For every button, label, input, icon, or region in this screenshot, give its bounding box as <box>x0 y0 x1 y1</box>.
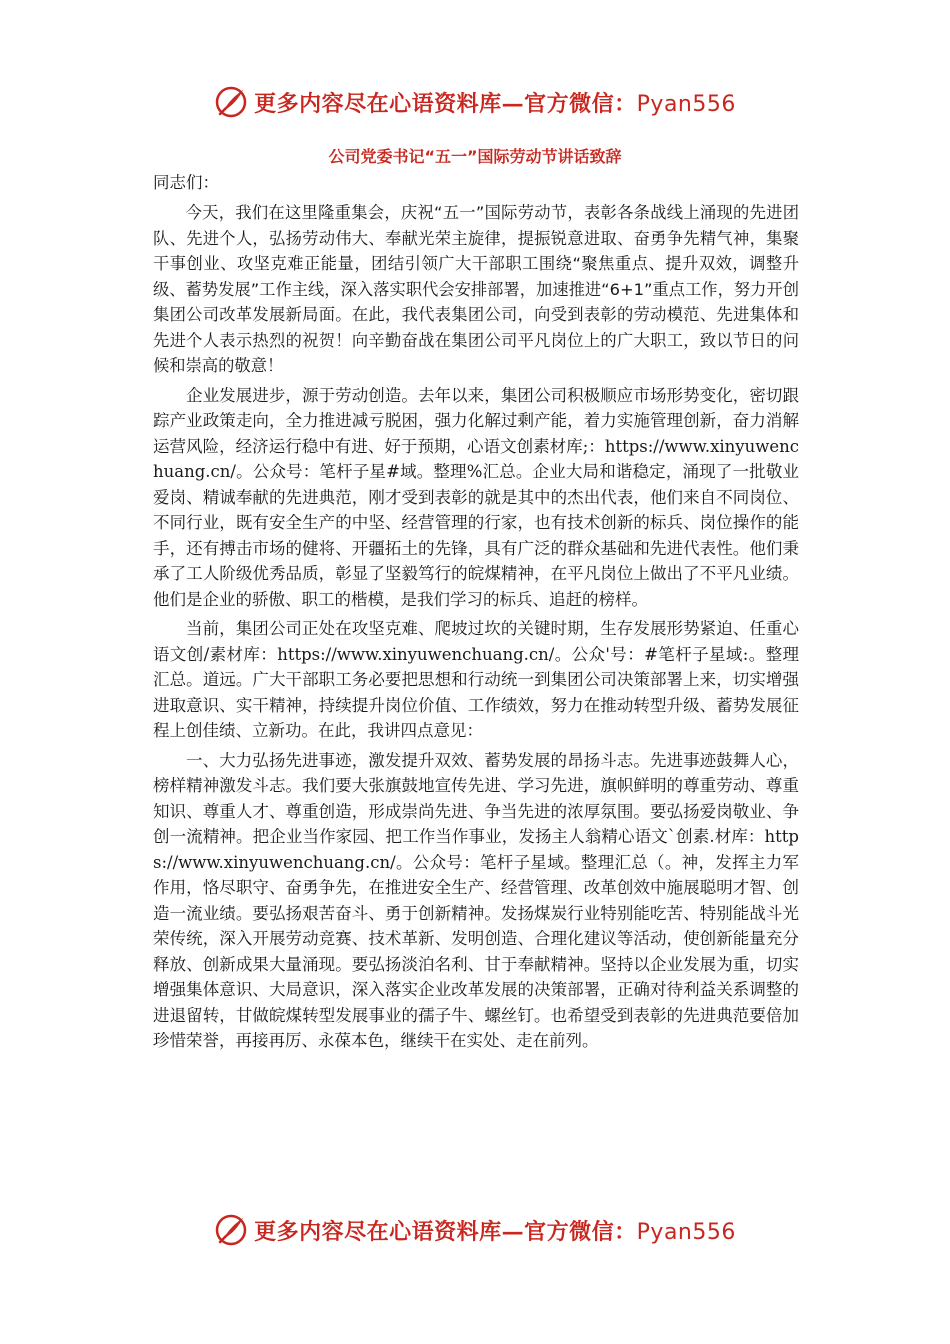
document-body <box>153 170 799 1058</box>
paragraph-4: 一、大力弘扬先进事迹，激发提升双效、蓄势发展的昂扬斗志。先进事迹鼓舞人心，榜样精神激发斗志。我们要大张旗鼓地宣传先进、学习先进，旗帜鲜明的尊重劳动、尊重知识、尊重人才、尊重创造，形成崇尚先进、争当先进的浓厚氛围。要弘扬爱岗敬业、争创一流精神。把企业当作家园、把工作当作事业，发扬主人翁精心语文`创素.材库：https://www.xinyuwenchuang.cn/。公众号：笔杆子星域。整理汇总（。神，发挥主力军作用，恪尽职守、奋勇争先，在推进安全生产、经营管理、改革创效中施展聪明才智、创造一流业绩。要弘扬艰苦奋斗、勇于创新精神。发扬煤炭行业特别能吃苦、特别能战斗光荣传统，深入开展劳动竞赛、技术革新、发明创造、合理化建议等活动，使创新能量充分释放、创新成果大量涌现。要弘扬淡泊名利、甘于奉献精神。坚持以企业发展为重，切实增强集体意识、大局意识，深入落实企业改革发展的决策部署，正确对待利益关系调整的进退留转，甘做皖煤转型发展事业的孺子牛、螺丝钉。也希望受到表彰的先进典范要倍加珍惜荣誉，再接再厉、永葆本色，继续干在实处、走在前列。 <box>153 750 799 1050</box>
header-banner <box>0 80 950 124</box>
banner-text-footer: 更多内容尽在心语资料库—官方微信：Pyan556 <box>254 1218 736 1245</box>
wechat-id-footer: Pyan556 <box>636 1219 736 1245</box>
banner-text: 更多内容尽在心语资料库—官方微信：Pyan556 <box>254 90 736 117</box>
wechat-id: Pyan556 <box>636 91 736 117</box>
paragraph-3: 当前，集团公司正处在攻坚克难、爬坡过坎的关键时期，生存发展形势紧迫、任重心语文创/素材库：https://www.xinyuwenchuang.cn/。公众'号：#笔杆子星域:。整理汇总。道远。广大干部职工务必要把思想和行动统一到集团公司决策部署上来，切实增强进取意识、实干精神，持续提升岗位价值、工作绩效，努力在推动转型升级、蓄势发展征程上创佳绩、立新功。在此，我讲四点意见： <box>153 619 799 740</box>
quill-pen-logo-icon <box>214 85 248 119</box>
footer-banner <box>0 1208 950 1252</box>
greeting: 同志们： <box>153 173 219 192</box>
paragraph-1: 今天，我们在这里隆重集会，庆祝“五一”国际劳动节，表彰各条战线上涌现的先进团队、先进个人，弘扬劳动伟大、奉献光荣主旋律，提振锐意进取、奋勇争先精气神，集聚干事创业、攻坚克难正能量，团结引领广大干部职工围绕“聚焦重点、提升双效，调整升级、蓄势发展”工作主线，深入落实职代会安排部署，加速推进“6+1”重点工作，努力开创集团公司改革发展新局面。在此，我代表集团公司，向受到表彰的劳动模范、先进集体和先进个人表示热烈的祝贺！向辛勤奋战在集团公司平凡岗位上的广大职工，致以节日的问候和崇高的敬意！ <box>153 203 799 375</box>
quill-pen-logo-icon <box>214 1213 248 1247</box>
document-title: 公司党委书记“五一”国际劳动节讲话致辞 <box>328 147 622 166</box>
paragraph-2: 企业发展进步，源于劳动创造。去年以来，集团公司积极顺应市场形势变化，密切跟踪产业政策走向，全力推进减亏脱困，强力化解过剩产能，着力实施管理创新，奋力消解运营风险，经济运行稳中有进、好于预期，心语文创素材库;：https://www.xinyuwenchuang.cn/。公众号：笔杆子星#域。整理%汇总。企业大局和谐稳定，涌现了一批敬业爱岗、精诚奉献的先进典范，刚才受到表彰的就是其中的杰出代表，他们来自不同岗位、不同行业，既有安全生产的中坚、经营管理的行家，也有技术创新的标兵、岗位操作的能手，还有搏击市场的健将、开疆拓土的先锋，具有广泛的群众基础和先进代表性。他们秉承了工人阶级优秀品质，彰显了坚毅笃行的皖煤精神，在平凡岗位上做出了不平凡业绩。他们是企业的骄傲、职工的楷模，是我们学习的标兵、追赶的榜样。 <box>153 385 799 609</box>
